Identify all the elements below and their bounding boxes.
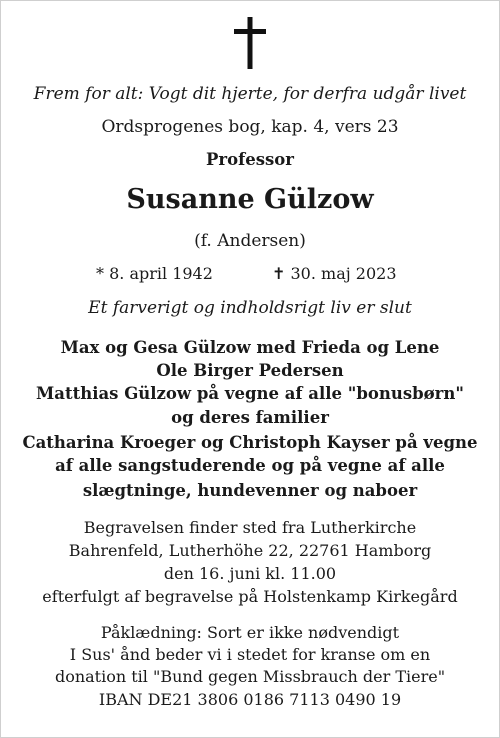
funeral-line: Bahrenfeld, Lutherhöhe 22, 22761 Hamborg	[68, 541, 432, 560]
funeral-line: efterfulgt af begravelse på Holstenkamp Kirkegård	[42, 587, 458, 606]
deceased-name: Susanne Gülzow	[126, 184, 374, 215]
mourner-line: og deres familier	[171, 408, 329, 427]
funeral-line: Begravelsen finder sted fra Lutherkirche	[83, 518, 417, 537]
bible-quote: Frem for alt: Vogt dit hjerte, for derfra udgår livet	[33, 84, 467, 104]
mourner-line: Ole Birger Pedersen	[156, 361, 344, 380]
mourner-line: Matthias Gülzow på vegne af alle "bonusbørn"	[36, 384, 464, 403]
mourner-line: slægtninge, hundevenner og naboer	[82, 481, 418, 500]
cross-icon	[232, 17, 268, 69]
mourner-line: Catharina Kroeger og Christoph Kayser på vegne	[22, 433, 478, 452]
bible-reference: Ordsprogenes bog, kap. 4, vers 23	[101, 117, 399, 137]
note-line: I Sus' ånd beder vi i stedet for kranse om en	[69, 645, 431, 664]
mourner-line: Max og Gesa Gülzow med Frieda og Lene	[60, 338, 440, 357]
mourner-line: af alle sangstuderende og på vegne af alle	[55, 456, 445, 475]
note-line: Påklædning: Sort er ikke nødvendigt	[100, 623, 400, 642]
note-line: donation til "Bund gegen Missbrauch der Tiere"	[54, 667, 446, 686]
death-date: ✝ 30. maj 2023	[272, 264, 397, 283]
birth-date: * 8. april 1942	[96, 264, 213, 283]
note-line: IBAN DE21 3806 0186 7113 0490 19	[98, 690, 402, 709]
tagline: Et farverigt og indholdsrigt liv er slut	[88, 298, 412, 318]
maiden-name: (f. Andersen)	[194, 231, 306, 251]
funeral-line: den 16. juni kl. 11.00	[163, 564, 337, 583]
academic-title: Professor	[206, 150, 294, 169]
